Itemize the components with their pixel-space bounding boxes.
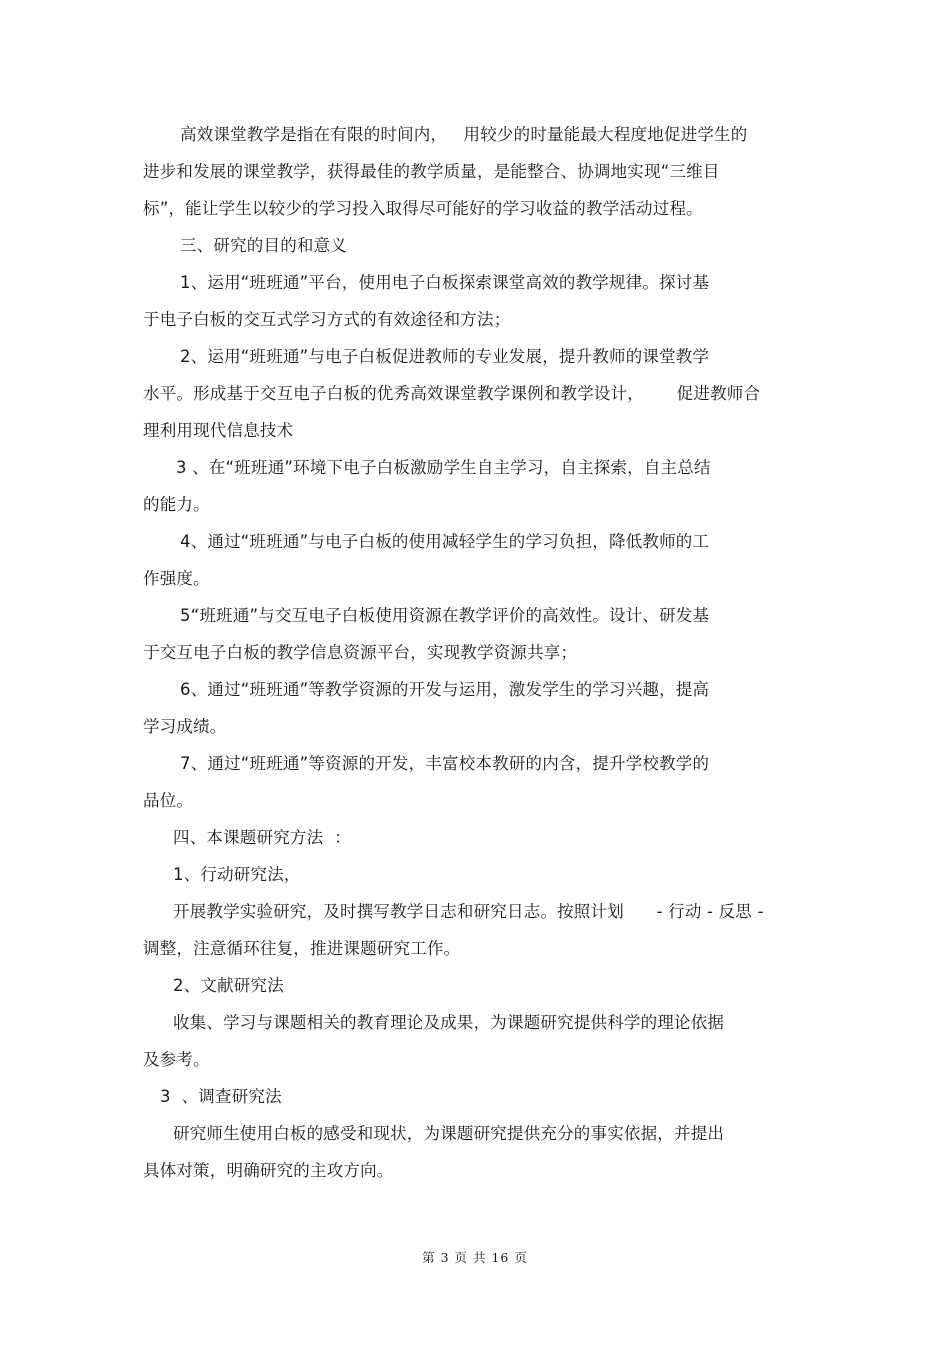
subsection-heading: 2、文献研究法 (173, 976, 284, 995)
subsection-heading: 3 、调查研究法 (160, 1087, 282, 1106)
list-item-line: 6、通过“班班通”等教学资源的开发与运用，激发学生的学习兴趣，提高 (180, 680, 710, 699)
list-item-line: 3 、在“班班通”环境下电子白板激励学生自主学习，自主探索，自主总结 (176, 458, 711, 477)
list-item-line: 于交互电子白板的教学信息资源平台，实现教学资源共享； (143, 643, 578, 662)
paragraph-line: 及参考。 (143, 1050, 210, 1069)
paragraph-line: 开展教学实验研究，及时撰写教学日志和研究日志。按照计划 - 行动 - 反思 - (173, 902, 764, 921)
list-item-line: 学习成绩。 (143, 717, 227, 736)
paragraph-line: 收集、学习与课题相关的教育理论及成果，为课题研究提供科学的理论依据 (173, 1013, 725, 1032)
list-item-line: 的能力。 (143, 495, 210, 514)
list-item-line: 1、运用“班班通”平台，使用电子白板探索课堂高效的教学规律。探讨基 (180, 273, 710, 292)
section-heading: 四、本课题研究方法 ： (173, 828, 351, 847)
list-item-line: 4、通过“班班通”与电子白板的使用减轻学生的学习负担，降低教师的工 (180, 532, 710, 551)
subsection-heading: 1、行动研究法， (173, 865, 301, 884)
section-heading: 三、研究的目的和意义 (180, 236, 347, 255)
list-item-line: 5“班班通”与交互电子白板使用资源在教学评价的高效性。设计、研发基 (180, 606, 710, 625)
list-item-line: 理利用现代信息技术 (143, 421, 294, 440)
paragraph-line: 调整，注意循环往复，推进课题研究工作。 (143, 939, 461, 958)
list-item-line: 7、通过“班班通”等资源的开发，丰富校本教研的内含，提升学校教学的 (180, 754, 710, 773)
list-item-line: 作强度。 (143, 569, 210, 588)
list-item-line: 于电子白板的交互式学习方式的有效途径和方法； (143, 310, 511, 329)
paragraph-line: 具体对策，明确研究的主攻方向。 (143, 1161, 394, 1180)
page-number-footer: 第 3 页 共 16 页 (422, 1250, 528, 1265)
paragraph-line: 标”，能让学生以较少的学习投入取得尽可能好的学习收益的教学活动过程。 (143, 199, 703, 218)
paragraph-line: 研究师生使用白板的感受和现状，为课题研究提供充分的事实依据，并提出 (173, 1124, 725, 1143)
list-item-line: 2、运用“班班通”与电子白板促进教师的专业发展，提升教师的课堂教学 (180, 347, 710, 366)
paragraph-line: 进步和发展的课堂教学，获得最佳的教学质量，是能整合、协调地实现“三维目 (143, 162, 720, 181)
list-item-line: 品位。 (143, 791, 194, 810)
paragraph-line: 高效课堂教学是指在有限的时间内， 用较少的时量能最大程度地促进学生的 (180, 125, 748, 144)
list-item-line: 水平。形成基于交互电子白板的优秀高效课堂教学课例和教学设计， 促进教师合 (143, 384, 761, 403)
